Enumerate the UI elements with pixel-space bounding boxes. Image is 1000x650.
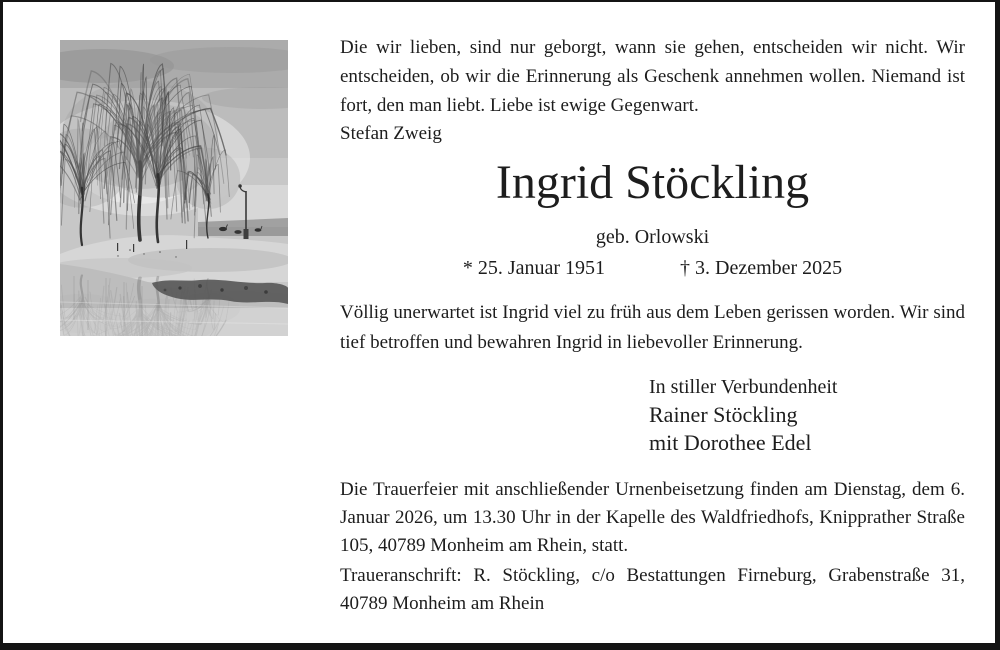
deceased-name: Ingrid Stöckling (495, 156, 810, 209)
birth-date: * 25. Januar 1951 (462, 257, 606, 279)
life-dates (340, 257, 965, 280)
condolence-intro: In stiller Verbundenheit (649, 376, 838, 398)
death-date: † 3. Dezember 2025 (680, 257, 843, 279)
announcement-content (340, 2, 965, 650)
mourning-address: Traueranschrift: R. Stöckling, c/o Bestattungen Firneburg, Grabenstraße 31, 40789 Monheim am Rhein (340, 565, 965, 614)
memorial-photo (60, 40, 288, 336)
birth-name: geb. Orlowski (595, 226, 710, 248)
mourner-name: mit Dorothee Edel (649, 430, 812, 455)
bottom-border-bar (3, 643, 995, 650)
mourners-block (649, 373, 837, 457)
obituary-text: Völlig unerwartet ist Ingrid viel zu früh aus dem Leben gerissen worden. Wir sind tief betroffen und bewahren Ingrid in liebevoller Erinnerung. (340, 302, 965, 353)
funeral-info: Die Trauerfeier mit anschließender Urnenbeisetzung finden am Dienstag, dem 6. Januar 2026, um 13.30 Uhr in der Kapelle des Waldfriedhofs, Knipprather Straße 105, 40789 Monheim am Rhein, statt. (340, 479, 965, 556)
mourner-name: Rainer Stöckling (649, 402, 798, 427)
quote-author: Stefan Zweig (340, 123, 442, 144)
quote-text: Die wir lieben, sind nur geborgt, wann sie gehen, entscheiden wir nicht. Wir entscheiden, ob wir die Erinnerung als Geschenk annehmen wollen. Niemand ist fort, den man liebt. Liebe ist ewige Gegenwart. (340, 37, 965, 116)
photo-illustration (60, 40, 288, 336)
